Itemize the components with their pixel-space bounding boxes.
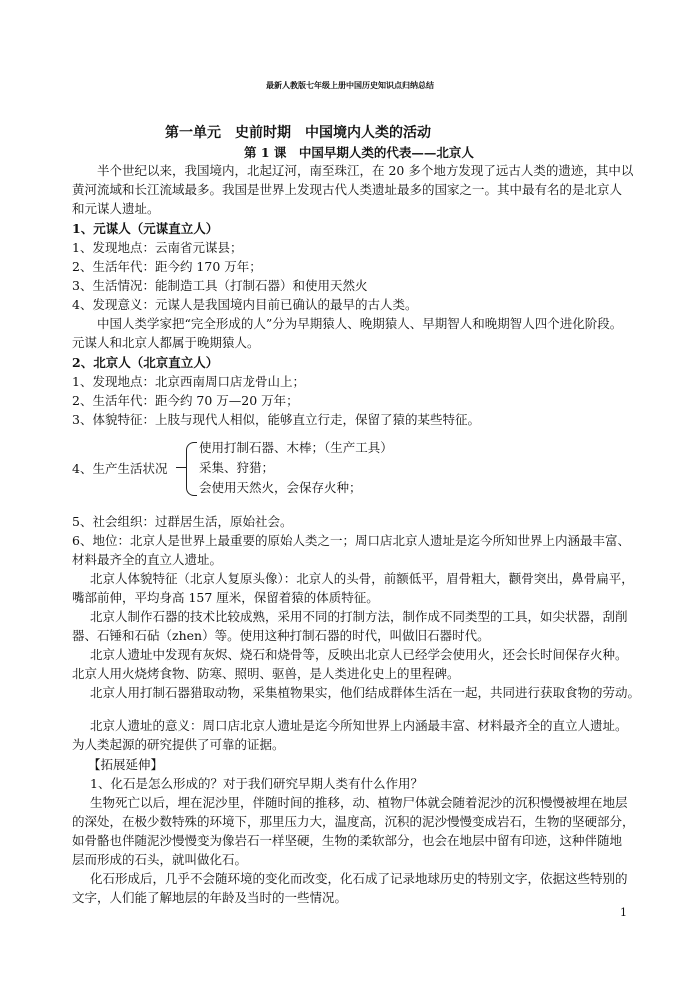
answer-line: 化石形成后，几乎不会随环境的变化而改变，化石成了记录地球历史的特别文字，依据这些特别的 bbox=[90, 871, 628, 886]
tools-line: 北京人制作石器的技术比较成熟，采用不同的打制方法，制作成不同类型的工具，如尖状器，刮削 bbox=[90, 609, 628, 624]
answer-line: 层而形成的石头，就叫做化石。 bbox=[72, 852, 248, 867]
significance-line: 北京人遗址的意义：周口店北京人遗址是迄今所知世界上内涵最丰富、材料最齐全的直立人遗址。 bbox=[90, 718, 628, 733]
brace-tip bbox=[176, 467, 187, 468]
page-title: 最新人教版七年级上册中国历史知识点归纳总结 bbox=[266, 80, 434, 90]
list-item: 3、体貌特征：上肢与现代人相似，能够直立行走，保留了猿的某些特征。 bbox=[72, 412, 480, 427]
production-label: 4、生产生活状况 bbox=[72, 461, 168, 476]
section-heading-yuanmou: 1、元谋人（元谋直立人） bbox=[72, 221, 219, 236]
list-item: 2、生活年代：距今约 70 万—20 万年； bbox=[72, 393, 299, 408]
status-line: 6、地位：北京人是世界上最重要的原始人类之一；周口店北京人遗址是迄今所知世界上内涵最丰富、 bbox=[72, 533, 630, 548]
section-heading-peking: 2、北京人（北京直立人） bbox=[72, 355, 219, 370]
fire-line: 北京人遗址中发现有灰烬、烧石和烧骨等，反映出北京人已经学会使用火，还会长时间保存火种。 bbox=[90, 647, 628, 662]
brace-bracket bbox=[186, 442, 197, 496]
intro-line: 和元谋人遗址。 bbox=[72, 201, 160, 216]
appearance-line: 嘴部前伸，平均身高 157 厘米，保留着猿的体质特征。 bbox=[72, 590, 379, 605]
page-number: 1 bbox=[620, 906, 627, 919]
extension-heading: 【拓展延伸】 bbox=[88, 757, 164, 772]
answer-line: 如骨骼也伴随泥沙慢慢变为像岩石一样坚硬，生物的柔软部分，也会在地层中留有印迹，这种伴随地 bbox=[72, 833, 623, 848]
list-item: 1、发现地点：云南省元谋县； bbox=[72, 240, 243, 255]
status-line: 材料最齐全的直立人遗址。 bbox=[72, 552, 223, 567]
list-item: 4、发现意义：元谋人是我国境内目前已确认的最早的古人类。 bbox=[72, 297, 418, 312]
production-item: 采集、狩猎； bbox=[199, 460, 275, 475]
tools-line: 器、石锤和石砧（zhen）等。使用这种打制石器的时代，叫做旧石器时代。 bbox=[72, 628, 490, 643]
list-item: 3、生活情况：能制造工具（打制石器）和使用天然火 bbox=[72, 278, 368, 293]
unit-title: 第一单元 史前时期 中国境内人类的活动 bbox=[165, 125, 431, 141]
production-item: 使用打制石器、木棒；（生产工具） bbox=[199, 440, 393, 455]
appearance-line: 北京人体貌特征（北京人复原头像）：北京人的头骨，前额低平，眉骨粗大，颧骨突出，鼻骨扁平， bbox=[90, 571, 634, 586]
list-item: 5、社会组织：过群居生活，原始社会。 bbox=[72, 514, 293, 529]
answer-line: 的深处，在极少数特殊的环境下，那里压力大，温度高，沉积的泥沙慢慢变成岩石，生物的坚硬部分， bbox=[72, 814, 635, 829]
list-item: 2、生活年代：距今约 170 万年； bbox=[72, 259, 262, 274]
production-item: 会使用天然火，会保存火种； bbox=[199, 480, 362, 495]
fire-line: 北京人用火烧烤食物、防寒、照明、驱兽，是人类进化史上的里程碑。 bbox=[72, 666, 460, 681]
extension-question: 1、化石是怎么形成的？对于我们研究早期人类有什么作用？ bbox=[90, 776, 423, 791]
intro-line: 黄河流域和长江流域最多。我国是世界上发现古代人类遗址最多的国家之一。其中最有名的是北京人 bbox=[72, 182, 623, 197]
significance-line: 为人类起源的研究提供了可靠的证据。 bbox=[72, 737, 285, 752]
note-line: 元谋人和北京人都属于晚期猿人。 bbox=[72, 335, 260, 350]
answer-line: 文字，人们能了解地层的年龄及当时的一些情况。 bbox=[72, 890, 348, 905]
lesson-title: 第 1 课 中国早期人类的代表——北京人 bbox=[244, 145, 474, 160]
answer-line: 生物死亡以后，埋在泥沙里，伴随时间的推移，动、植物尸体就会随着泥沙的沉积慢慢被埋在地层 bbox=[90, 795, 628, 810]
intro-line: 半个世纪以来，我国境内，北起辽河，南至珠江，在 20 多个地方发现了远古人类的遗迹，其中以 bbox=[97, 163, 634, 178]
list-item: 1、发现地点：北京西南周口店龙骨山上； bbox=[72, 374, 305, 389]
hunting-line: 北京人用打制石器猎取动物，采集植物果实，他们结成群体生活在一起，共同进行获取食物的劳动。 bbox=[90, 685, 641, 700]
note-line: 中国人类学家把“完全形成的人”分为早期猿人、晚期猿人、早期智人和晚期智人四个进化阶段。 bbox=[97, 316, 623, 331]
